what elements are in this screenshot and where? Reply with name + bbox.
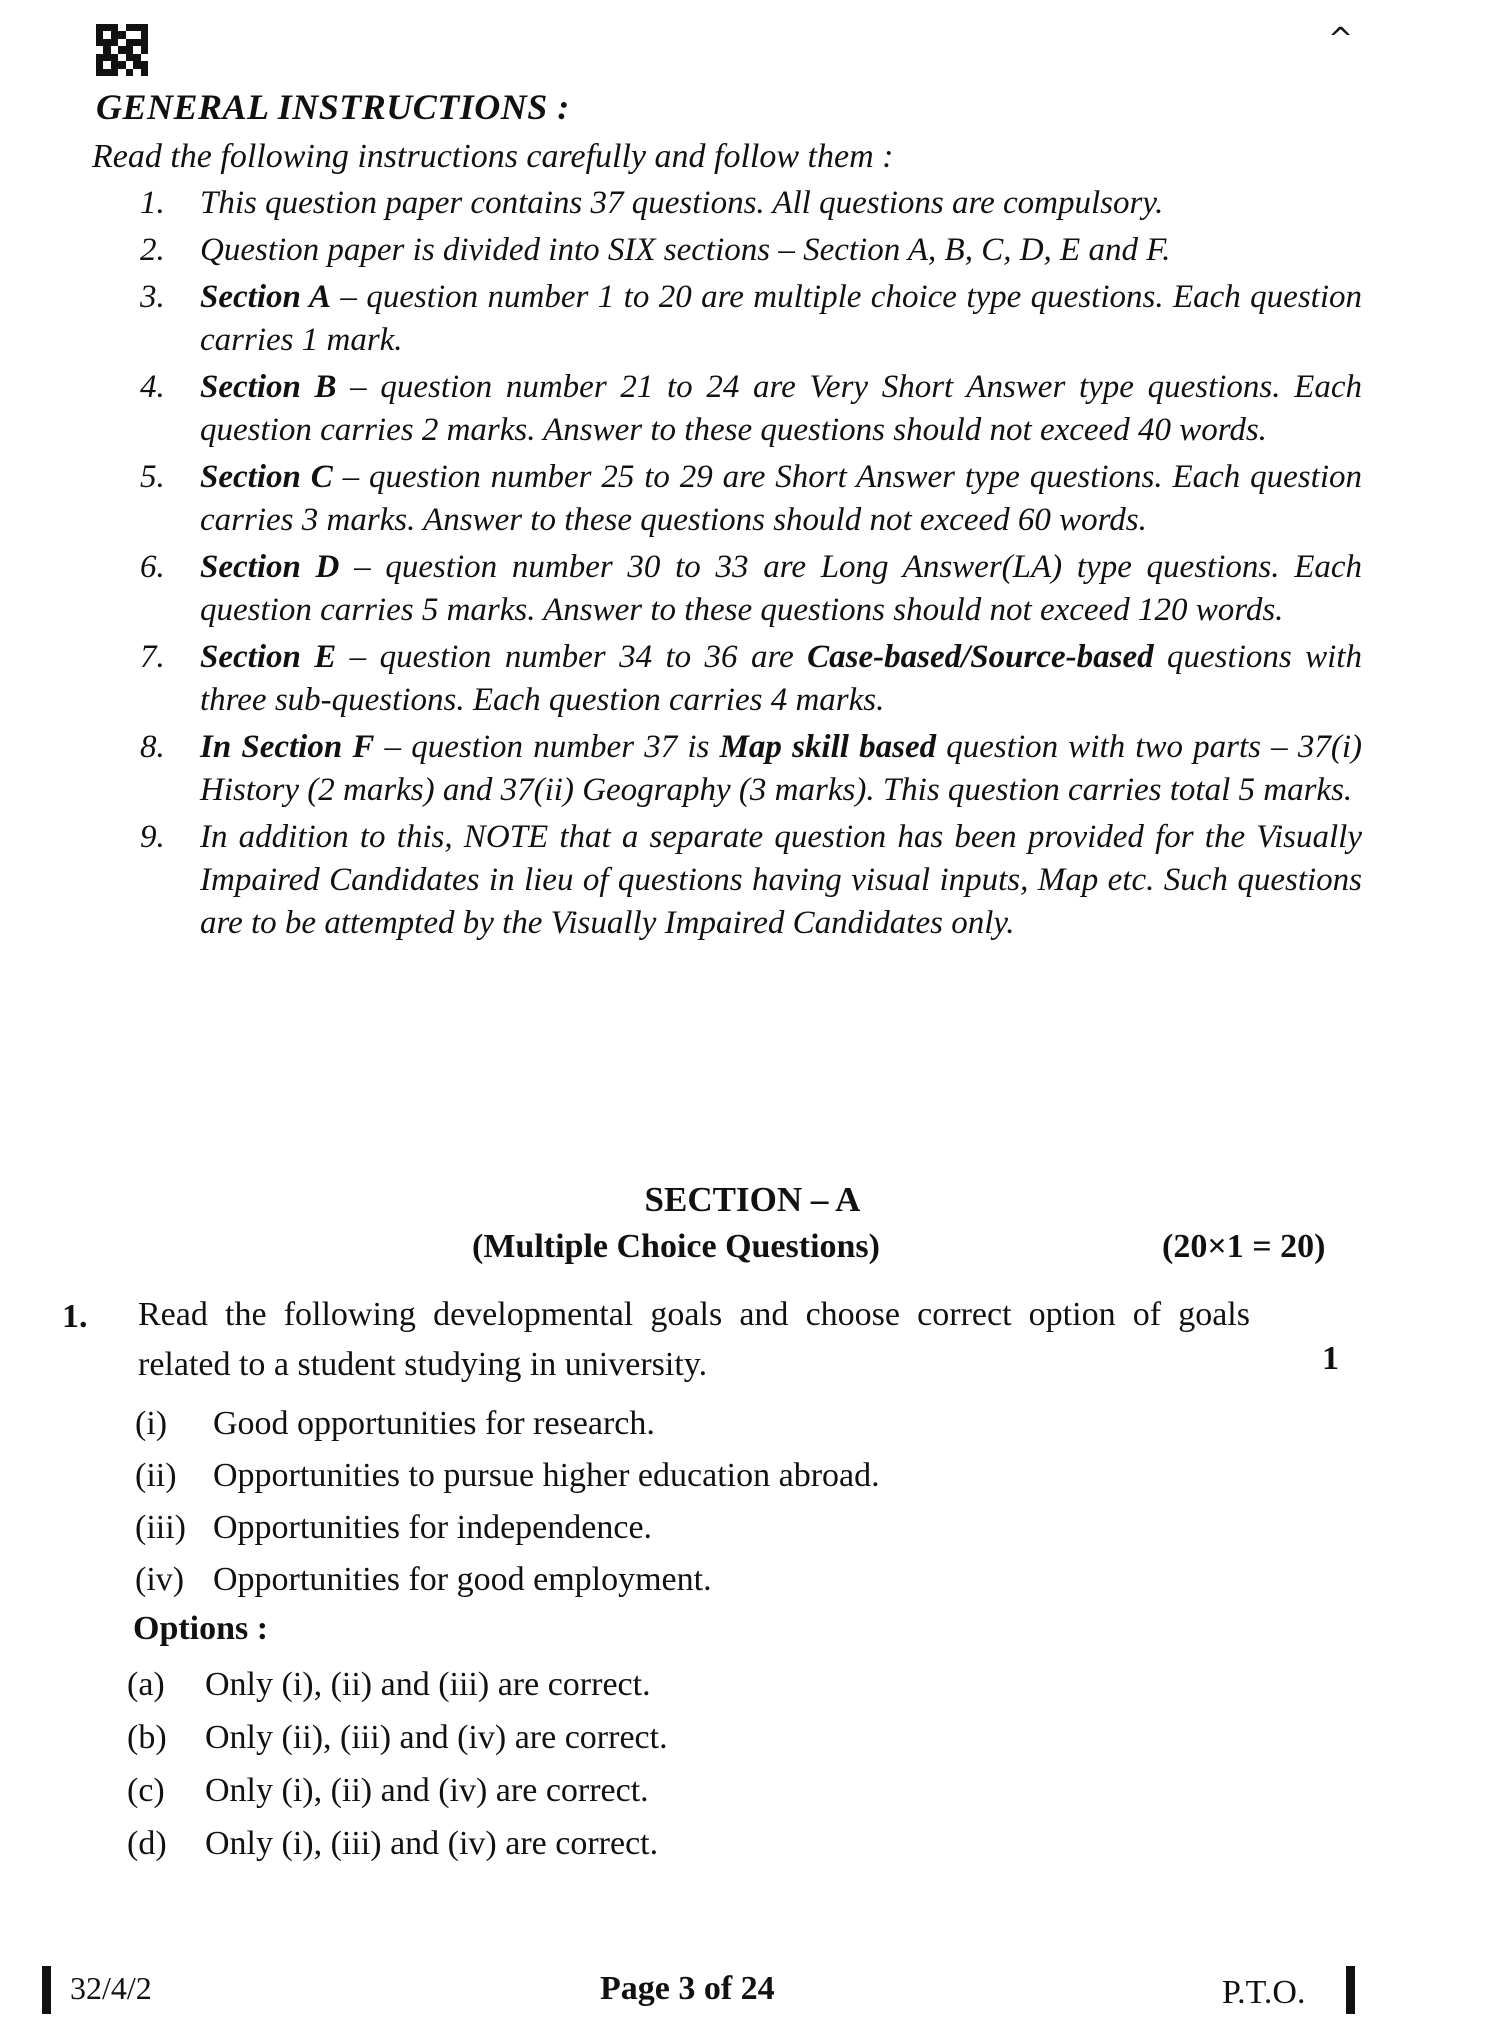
statement-text: Opportunities for good employment. bbox=[213, 1561, 712, 1598]
instruction-number: 3. bbox=[140, 279, 165, 315]
instruction-bold-run: Case-based/Source-based bbox=[807, 639, 1154, 675]
statement-item bbox=[135, 1554, 880, 1606]
statement-text: Good opportunities for research. bbox=[213, 1405, 655, 1442]
statement-text: Opportunities to pursue higher education abroad. bbox=[213, 1457, 880, 1494]
option-letter: (d) bbox=[127, 1825, 167, 1862]
general-instructions-title: GENERAL INSTRUCTIONS : bbox=[96, 87, 570, 127]
paper-code: 32/4/2 bbox=[70, 1970, 152, 2006]
instruction-number: 1. bbox=[140, 185, 165, 221]
instruction-item bbox=[100, 546, 1362, 632]
instruction-text bbox=[200, 816, 1362, 945]
option-text: Only (ii), (iii) and (iv) are correct. bbox=[205, 1719, 668, 1756]
instruction-run: – question number 37 is bbox=[374, 729, 720, 765]
statement-roman: (iv) bbox=[135, 1561, 185, 1598]
instruction-text bbox=[200, 276, 1362, 362]
instruction-run: – question number 21 to 24 are Very Short Answer type questions. Each question carries 2 marks. Answer to these questions should not exceed 40 words. bbox=[200, 369, 1362, 448]
instruction-item bbox=[100, 456, 1362, 542]
question-marks: 1 bbox=[1322, 1340, 1339, 1377]
option-text: Only (i), (ii) and (iv) are correct. bbox=[205, 1772, 649, 1809]
instruction-item bbox=[100, 366, 1362, 452]
instruction-bold-run: Section C bbox=[200, 459, 333, 495]
option-letter: (b) bbox=[127, 1719, 167, 1756]
statement-roman: (i) bbox=[135, 1405, 168, 1442]
option-letter: (c) bbox=[127, 1772, 165, 1809]
instruction-run: questions with three sub-questions. Each question carries 4 marks. bbox=[200, 639, 1362, 718]
instruction-bold-run: Map skill based bbox=[719, 729, 937, 765]
option-item bbox=[127, 1764, 668, 1817]
statement-list bbox=[135, 1398, 880, 1606]
section-subtitle: (Multiple Choice Questions) bbox=[472, 1228, 880, 1265]
instruction-run: This question paper contains 37 questions. All questions are compulsory. bbox=[200, 185, 1164, 221]
instruction-number: 7. bbox=[140, 639, 165, 675]
instruction-run: Question paper is divided into SIX sections – Section A, B, C, D, E and F. bbox=[200, 232, 1171, 268]
page-number: Page 3 of 24 bbox=[600, 1970, 775, 2007]
instruction-run: – question number 1 to 20 are multiple choice type questions. Each question carries 1 mark. bbox=[200, 279, 1363, 358]
instruction-text bbox=[200, 229, 1362, 272]
option-item bbox=[127, 1658, 668, 1711]
options-title: Options : bbox=[133, 1610, 269, 1647]
instruction-text bbox=[200, 546, 1362, 632]
option-text: Only (i), (ii) and (iii) are correct. bbox=[205, 1666, 651, 1703]
instructions-list bbox=[100, 182, 1362, 949]
instruction-bold-run: In Section F bbox=[200, 729, 375, 765]
caret-mark: ^ bbox=[1328, 22, 1354, 57]
instruction-item bbox=[100, 726, 1362, 812]
statement-item bbox=[135, 1398, 880, 1450]
instruction-run: – question number 34 to 36 are bbox=[336, 639, 808, 675]
instruction-number: 4. bbox=[140, 369, 165, 405]
section-title: SECTION – A bbox=[644, 1180, 861, 1219]
instruction-item bbox=[100, 276, 1362, 362]
instruction-number: 9. bbox=[140, 819, 165, 855]
instruction-run: question with two parts – 37(i) History (2 marks) and 37(ii) Geography (3 marks). This question carries total 5 marks. bbox=[200, 729, 1362, 808]
instruction-text bbox=[200, 726, 1362, 812]
section-marks: (20×1 = 20) bbox=[1162, 1228, 1326, 1265]
option-item bbox=[127, 1711, 668, 1764]
instruction-number: 5. bbox=[140, 459, 165, 495]
instruction-bold-run: Section A bbox=[200, 279, 332, 315]
page-footer bbox=[0, 1966, 1505, 2016]
question-number: 1. bbox=[62, 1298, 88, 1335]
statement-roman: (iii) bbox=[135, 1509, 186, 1546]
instruction-text bbox=[200, 182, 1362, 225]
footer-left-bar bbox=[42, 1966, 51, 2014]
statement-item bbox=[135, 1502, 880, 1554]
instruction-text bbox=[200, 636, 1362, 722]
instruction-text bbox=[200, 366, 1362, 452]
instruction-bold-run: Section B bbox=[200, 369, 337, 405]
instruction-run: – question number 30 to 33 are Long Answer(LA) type questions. Each question carries 5 marks. Answer to these questions should not exceed 120 words. bbox=[200, 549, 1362, 628]
instruction-number: 6. bbox=[140, 549, 165, 585]
option-letter: (a) bbox=[127, 1666, 165, 1703]
instruction-run: In addition to this, NOTE that a separate question has been provided for the Visually Impaired Candidates in lieu of questions having visual inputs, Map etc. Such questions are to be attempted by the Visually Impaired Candidates only. bbox=[200, 819, 1362, 941]
instruction-item bbox=[100, 816, 1362, 945]
instruction-number: 8. bbox=[140, 729, 165, 765]
instruction-number: 2. bbox=[140, 232, 165, 268]
instruction-text bbox=[200, 456, 1362, 542]
option-item bbox=[127, 1817, 668, 1870]
footer-right-bar bbox=[1346, 1966, 1355, 2014]
instruction-run: – question number 25 to 29 are Short Answer type questions. Each question carries 3 marks. Answer to these questions should not exceed 60 words. bbox=[200, 459, 1362, 538]
statement-roman: (ii) bbox=[135, 1457, 177, 1494]
question-text: Read the following developmental goals and choose correct option of goals related to a student studying in university. bbox=[138, 1296, 1250, 1383]
instruction-item bbox=[100, 636, 1362, 722]
statement-text: Opportunities for independence. bbox=[213, 1509, 653, 1546]
pto-label: P.T.O. bbox=[1222, 1974, 1306, 2011]
instruction-bold-run: Section D bbox=[200, 549, 340, 585]
statement-item bbox=[135, 1450, 880, 1502]
qr-code-icon bbox=[96, 24, 148, 76]
option-text: Only (i), (iii) and (iv) are correct. bbox=[205, 1825, 659, 1862]
instruction-item bbox=[100, 229, 1362, 272]
options-list bbox=[127, 1658, 668, 1870]
instruction-bold-run: Section E bbox=[200, 639, 337, 675]
general-instructions-subtitle: Read the following instructions carefully and follow them : bbox=[92, 138, 894, 175]
instruction-item bbox=[100, 182, 1362, 225]
